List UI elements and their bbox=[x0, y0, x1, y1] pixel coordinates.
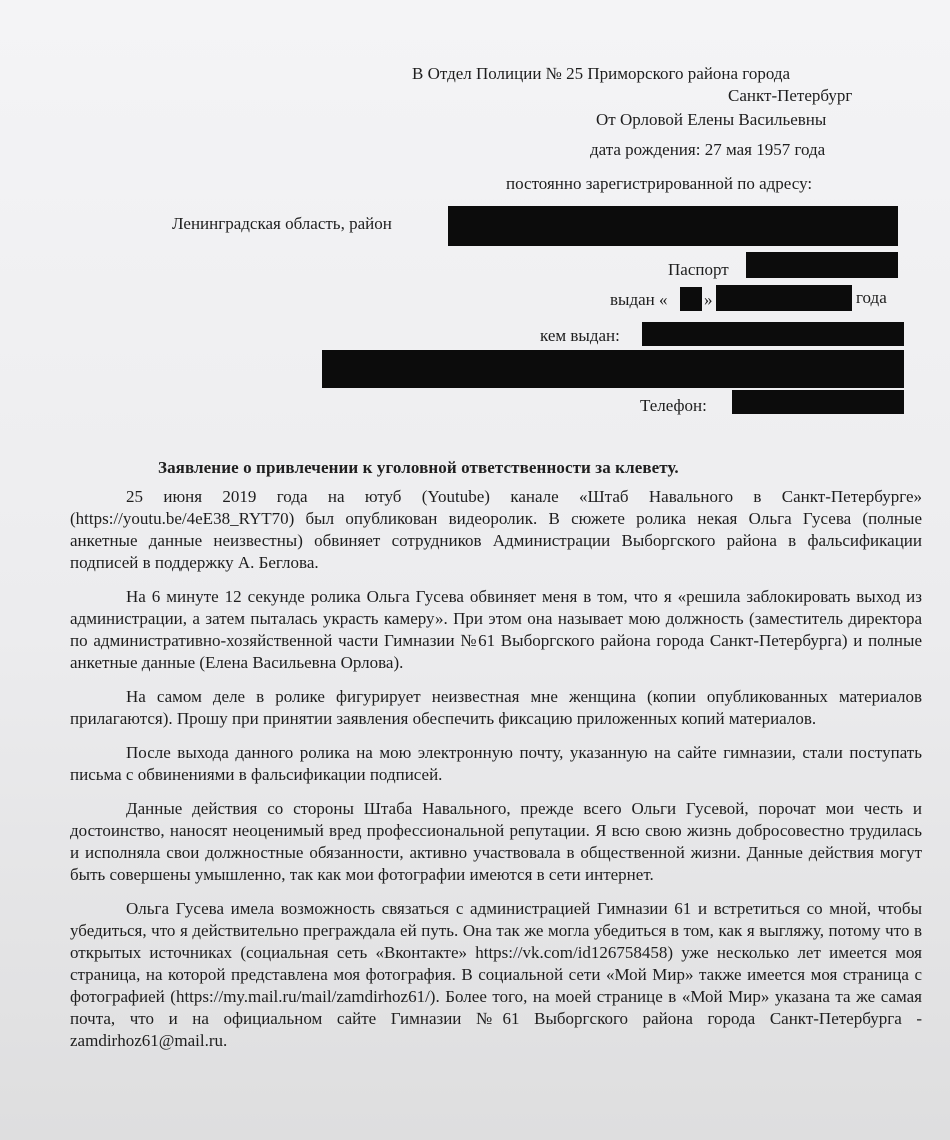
paragraph: Ольга Гусева имела возможность связаться с администрацией Гимназии 61 и встретиться со мной, чтобы убедиться, что я действительно преграждала ей путь. Она так же могла убедиться в том, как я выгляжу, потому что в открытых источниках (социальная сеть «Вконтакте» https://vk.com/id126758458) уже несколько лет имеется моя страница, на которой представлена моя фотография. В социальной сети «Мой Мир» также имеется моя страница с фотографией (https://my.mail.ru/mail/zamdirhoz61/). Более того, на моей странице в «Мой Мир» указана та же самая почта, что и на официальном сайте Гимназии №61 Выборгского района города Санкт-Петербурга - zamdirhoz61@mail.ru. bbox=[70, 899, 922, 1050]
sender-name: От Орловой Елены Васильевны bbox=[596, 110, 827, 129]
issued-label: выдан « bbox=[610, 290, 668, 309]
passport-label: Паспорт bbox=[668, 260, 729, 279]
redacted-address bbox=[448, 206, 898, 246]
issued-quote-close: » bbox=[704, 290, 713, 309]
birth-date: дата рождения: 27 мая 1957 года bbox=[590, 140, 826, 159]
redacted-issue-day bbox=[680, 287, 702, 311]
paragraph: Данные действия со стороны Штаба Навального, прежде всего Ольги Гусевой, порочат мои честь и достоинство, наносят неоценимый вред профессиональной репутации. Я всю свою жизнь добросовестно трудилась и исполняла свои должностные обязанности, активно участвовала в общественной жизни. Данные действия могут быть совершены умышленно, так как мои фотографии имеются в сети интернет. bbox=[70, 799, 922, 884]
paragraph: На самом деле в ролике фигурирует неизвестная мне женщина (копии опубликованных материалов прилагаются). Прошу при принятии заявления обеспечить фиксацию приложенных копий материалов. bbox=[70, 687, 922, 728]
redacted-passport bbox=[746, 252, 898, 278]
paragraph: 25 июня 2019 года на ютуб (Youtube) канале «Штаб Навального в Санкт-Петербурге» (https://youtu.be/4eE38_RYT70) был опубликован видеоролик. В сюжете ролика некая Ольга Гусева (полные анкетные данные неизвестны) обвиняет сотрудников Администрации Выборгского района в фальсификации подписей в поддержку А. Беглова. bbox=[70, 487, 922, 572]
phone-label: Телефон: bbox=[640, 396, 707, 415]
redacted-phone bbox=[732, 390, 904, 414]
region-label: Ленинградская область, район bbox=[172, 214, 392, 233]
redacted-issued-by bbox=[642, 322, 904, 346]
paragraph: После выхода данного ролика на мою электронную почту, указанную на сайте гимназии, стали поступать письма с обвинениями в фальсификации подписей. bbox=[70, 743, 922, 784]
statement-body bbox=[70, 486, 922, 1064]
registered-address-label: постоянно зарегистрированной по адресу: bbox=[506, 174, 813, 193]
redacted-issue-month bbox=[716, 285, 852, 311]
addressee-line-2: Санкт-Петербург bbox=[728, 86, 853, 105]
addressee-line-1: В Отдел Полиции № 25 Приморского района города bbox=[412, 64, 791, 83]
redacted-issued-by-line2 bbox=[322, 350, 904, 388]
issued-by-label: кем выдан: bbox=[540, 326, 620, 345]
issued-year-label: года bbox=[856, 288, 887, 307]
paragraph: На 6 минуте 12 секунде ролика Ольга Гусева обвиняет меня в том, что я «решила заблокировать выход из администрации, а затем пыталась украсть камеру». При этом она называет мою должность (заместитель директора по административно-хозяйственной части Гимназии №61 Выборгского района города Санкт-Петербурга) и полные анкетные данные (Елена Васильевна Орлова). bbox=[70, 587, 922, 672]
document-title: Заявление о привлечении к уголовной ответственности за клевету. bbox=[158, 458, 679, 477]
